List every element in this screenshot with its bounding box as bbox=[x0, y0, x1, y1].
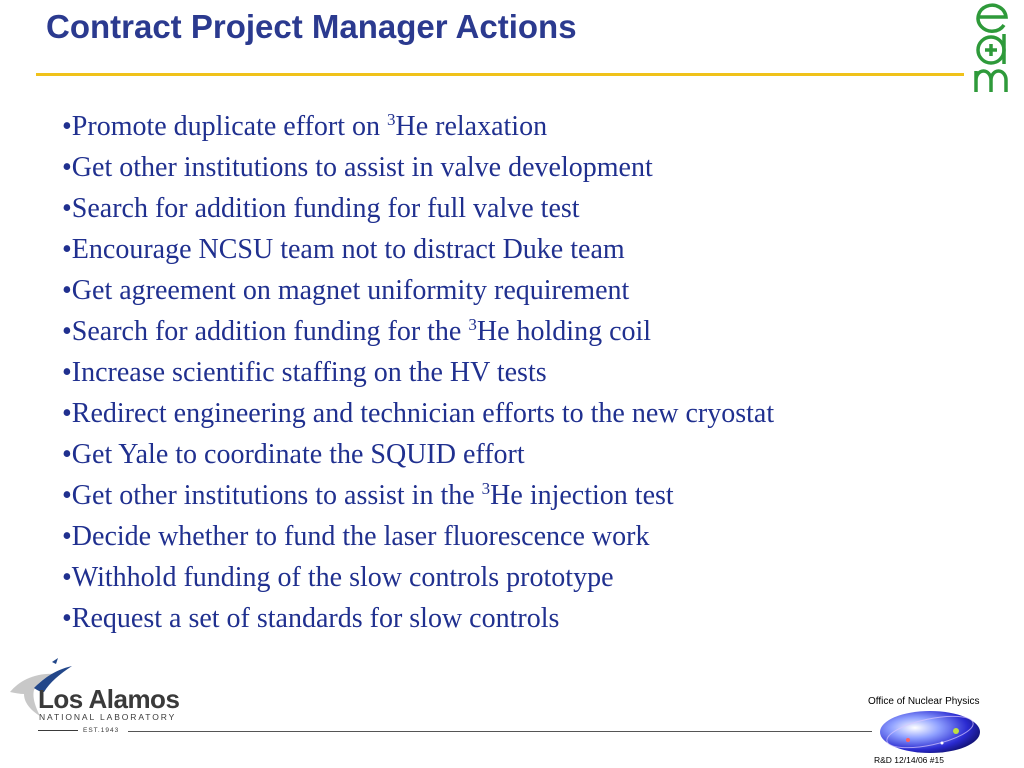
slide-number: R&D 12/14/06 #15 bbox=[874, 755, 944, 765]
title-divider bbox=[36, 73, 964, 76]
edm-logo-icon bbox=[966, 0, 1018, 100]
bullet-item: •Get agreement on magnet uniformity requirement bbox=[62, 275, 630, 306]
slide-title: Contract Project Manager Actions bbox=[46, 8, 577, 45]
bullet-item: •Get other institutions to assist in valve development bbox=[62, 152, 653, 183]
bullet-item: •Withhold funding of the slow controls prototype bbox=[62, 562, 614, 593]
footer-divider bbox=[128, 731, 872, 732]
bullet-item: •Redirect engineering and technician efforts to the new cryostat bbox=[62, 398, 775, 429]
lanl-est-divider-left bbox=[38, 730, 78, 731]
office-label: Office of Nuclear Physics bbox=[868, 696, 980, 707]
bullet-item: •Search for addition funding for the $^3$He holding coil bbox=[62, 314, 652, 347]
planet-icon bbox=[878, 709, 986, 755]
lanl-logo-established: EST.1943 bbox=[83, 727, 120, 734]
bullet-item: •Get Yale to coordinate the SQUID effort bbox=[62, 439, 525, 470]
bullet-item: •Get other institutions to assist in the $^3$He injection test bbox=[62, 478, 674, 511]
bullet-item: •Increase scientific staffing on the HV tests bbox=[62, 357, 547, 388]
bullet-item: •Encourage NCSU team not to distract Duke team bbox=[62, 234, 625, 265]
bullet-list bbox=[62, 106, 774, 639]
bullet-item: •Decide whether to fund the laser fluorescence work bbox=[62, 521, 650, 552]
bullet-item: •Promote duplicate effort on $^3$He relaxation bbox=[62, 109, 548, 142]
lanl-logo-name: Los Alamos bbox=[38, 684, 180, 714]
bullet-item: •Search for addition funding for full valve test bbox=[62, 193, 580, 224]
bullet-item: •Request a set of standards for slow controls bbox=[62, 603, 560, 634]
lanl-logo-subtitle: NATIONAL LABORATORY bbox=[39, 712, 177, 722]
